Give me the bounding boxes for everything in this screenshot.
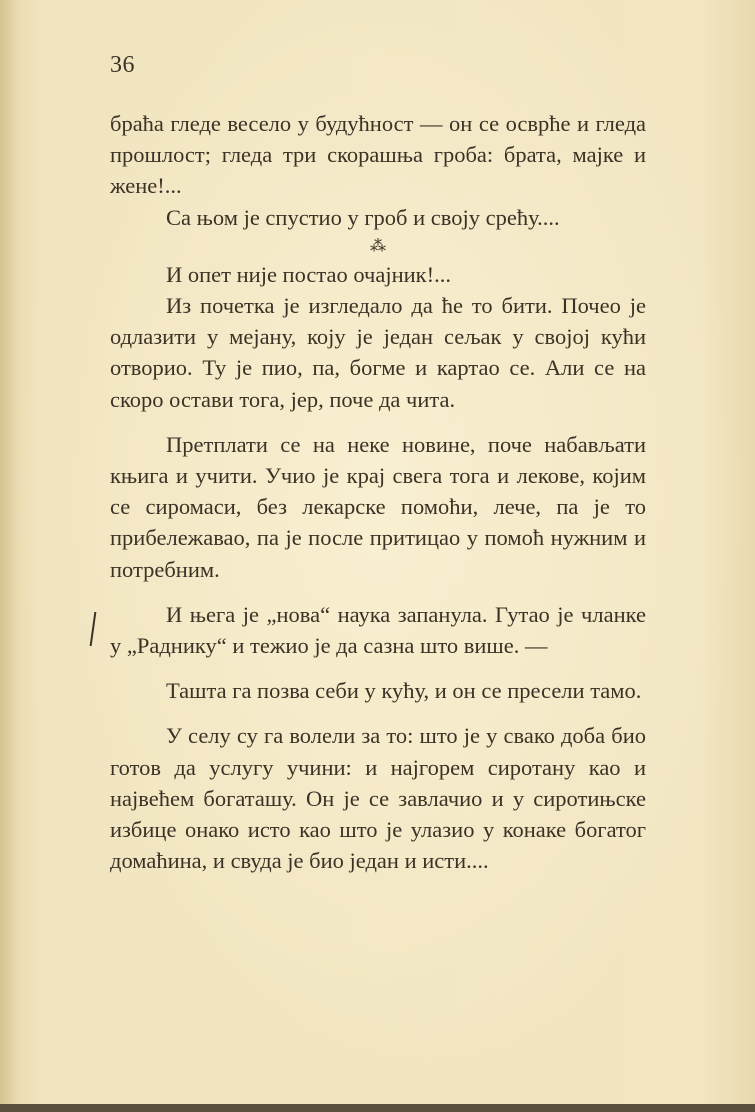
- paragraph-8: У селу су га волели за то: што је у свако доба био готов да услугу учини: и најгорем сиротану као и највећем богаташу. Он је се завлачио и у сиротињске избице онако исто као што је улазио у конаке богатог домаћина, и свуда је био један и исти....: [110, 723, 646, 874]
- scan-bottom-edge: [0, 1104, 755, 1112]
- paragraph-4: Из почетка је изгледало да ће то бити. Почео је одлазити у мејану, коју је један сељак у својој кући отворио. Ту је пио, па, богме и картао се. Али се на скоро остави тога, јер, поче да чита.: [110, 293, 646, 412]
- paragraph-7: Ташта га позва себи у кућу, и он се пресели тамо.: [166, 678, 642, 704]
- body-text: [110, 108, 646, 876]
- paragraph-6: И њега је „нова“ наука запанула. Гутао је чланке у „Раднику“ и тежио је да сазна што више. —: [110, 601, 646, 659]
- paragraph-1: браћа гледе весело у будућност — он се осврће и гледа прошлост; гледа три скорашња гроба: брата, мајке и жене!...: [110, 111, 646, 199]
- paragraph-2: Са њом је спустио у гроб и своју срећу....: [166, 204, 560, 230]
- page-gutter-shadow: [0, 0, 18, 1112]
- section-separator: ⁂: [370, 237, 386, 255]
- page-number: 36: [110, 52, 135, 78]
- paragraph-3: И опет није постао очајник!...: [166, 261, 451, 287]
- paragraph-5: Претплати се на неке новине, поче набављати књига и учити. Учио је крај свега тога и лекове, којим се сиромаси, без лекарске помоћи, лече, па је то прибележавао, па је после притицао у помоћ нужним и потребним.: [110, 431, 646, 582]
- margin-pencil-mark: [90, 612, 101, 646]
